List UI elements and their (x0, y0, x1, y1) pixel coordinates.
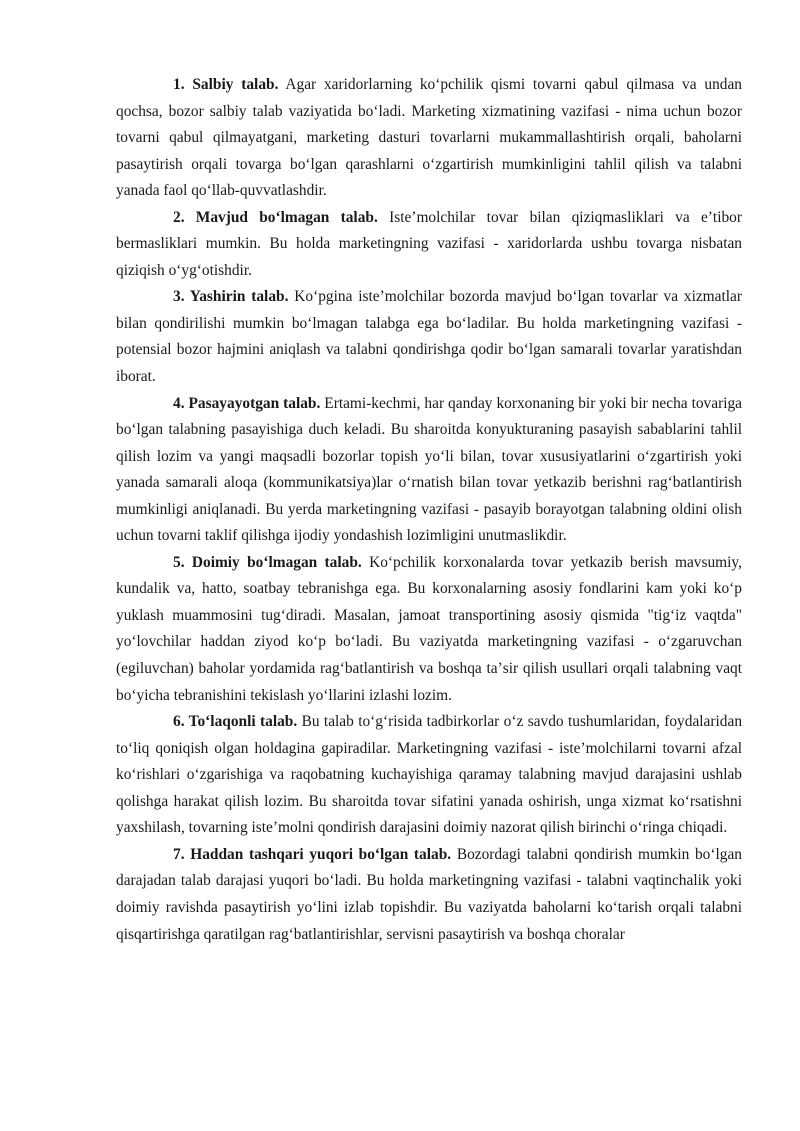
paragraph-latent-demand (116, 284, 742, 390)
paragraph-text: Bozordagi talabni qondirish mumkin boʻlgan darajadan talab darajasi yuqori boʻladi. Bu holda marketingning vazifasi - talabni vaqtinchalik yoki doimiy ravishda pasaytirish yoʻlini izlab topishdir. Bu vaziyatda baholarni koʻtarish orqali talabni qisqartirishga qaratilgan ragʻbatlantirishlar, servisni pasaytirish va boshqa choralar (116, 845, 742, 943)
paragraph-declining-demand (116, 391, 742, 550)
document-body (116, 72, 742, 948)
paragraph-heading: 5. Doimiy boʻlmagan talab. (173, 553, 362, 571)
paragraph-heading: 3. Yashirin talab. (173, 288, 289, 306)
paragraph-text: Agar xaridorlarning koʻpchilik qismi tovarni qabul qilmasa va undan qochsa, bozor salbiy talab vaziyatida boʻladi. Marketing xizmatining vazifasi - nima uchun bozor tovarni qabul qilmayatgani, marketing dasturi tovarlarni mukammallashtirish orqali, baholarni pasaytirish orqali tovarga boʻlgan qarashlarni oʻzgartirish mumkinligini tahlil qilish va talabni yanada faol qoʻllab-quvvatlashdir. (116, 76, 742, 200)
paragraph-excessive-demand (116, 842, 742, 948)
paragraph-nonexistent-demand (116, 205, 742, 285)
paragraph-text: Bu talab toʻgʻrisida tadbirkorlar oʻz savdo tushumlaridan, foydalaridan toʻliq qoniqish olgan holdagina gapiradilar. Marketingning vazifasi - isteʼmolchilarni tovarni afzal koʻrishlari oʻzgarishiga va raqobatning kuchayishiga qaramay talabning mavjud darajasini ushlab qolishga harakat qilish lozim. Bu sharoitda tovar sifatini yanada oshirish, unga xizmat koʻrsatishni yaxshilash, tovarning isteʼmolni qondirish darajasini doimiy nazorat qilish birinchi oʻringa chiqadi. (116, 713, 743, 837)
paragraph-negative-demand (116, 72, 742, 205)
paragraph-heading: 7. Haddan tashqari yuqori boʻlgan talab. (173, 845, 452, 863)
paragraph-full-demand (116, 709, 742, 842)
paragraph-heading: 6. Toʻlaqonli talab. (173, 713, 298, 731)
paragraph-irregular-demand (116, 550, 742, 709)
paragraph-text: Koʻpchilik korxonalarda tovar yetkazib berish mavsumiy, kundalik va, hatto, soatbay tebranishga ega. Bu korxonalarning asosiy fondlarini kam yoki koʻp yuklash muammosini tugʻdiradi. Masalan, jamoat transportining asosiy qismida "tigʻiz vaqtda" yoʻlovchilar haddan ziyod koʻp boʻladi. Bu vaziyatda marketingning vazifasi - oʻzgaruvchan (egiluvchan) baholar yordamida ragʻbatlantirish va boshqa taʼsir qilish usullari orqali talabning vaqt boʻyicha tebranishini tekislash yoʻllarini izlashi lozim. (116, 553, 742, 704)
paragraph-text: Koʻpgina isteʼmolchilar bozorda mavjud boʻlgan tovarlar va xizmatlar bilan qondirilishi mumkin boʻlmagan talabga ega boʻladilar. Bu holda marketingning vazifasi - potensial bozor hajmini aniqlash va talabni qondirishga qodir boʻlgan samarali tovarlar yaratishdan iborat. (116, 288, 742, 386)
paragraph-heading: 1. Salbiy talab. (173, 76, 279, 93)
paragraph-heading: 2. Mavjud boʻlmagan talab. (173, 208, 378, 226)
paragraph-text: Ertami-kechmi, har qanday korxonaning bir yoki bir necha tovariga boʻlgan talabning pasayishiga duch keladi. Bu sharoitda konyukturaning pasayish sabablarini tahlil qilish lozim va yangi maqsadli bozorlar topish yoʻli bilan, tovar xususiyatlarini oʻzgartirish yoki yanada samarali aloqa (kommunikatsiya)lar oʻrnatish bilan tovar yetkazib berishni ragʻbatlantirish mumkinligi aniqlanadi. Bu yerda marketingning vazifasi - pasayib borayotgan talabning oldini olish uchun tovarni taklif qilishga ijodiy yondashish lozimligini unutmaslikdir. (116, 394, 742, 545)
paragraph-heading: 4. Pasayayotgan talab. (173, 394, 321, 412)
paragraph-text: Isteʼmolchilar tovar bilan qiziqmasliklari va eʼtibor bermasliklari mumkin. Bu holda marketingning vazifasi - xaridorlarda ushbu tovarga nisbatan qiziqish oʻygʻotishdir. (116, 208, 742, 279)
